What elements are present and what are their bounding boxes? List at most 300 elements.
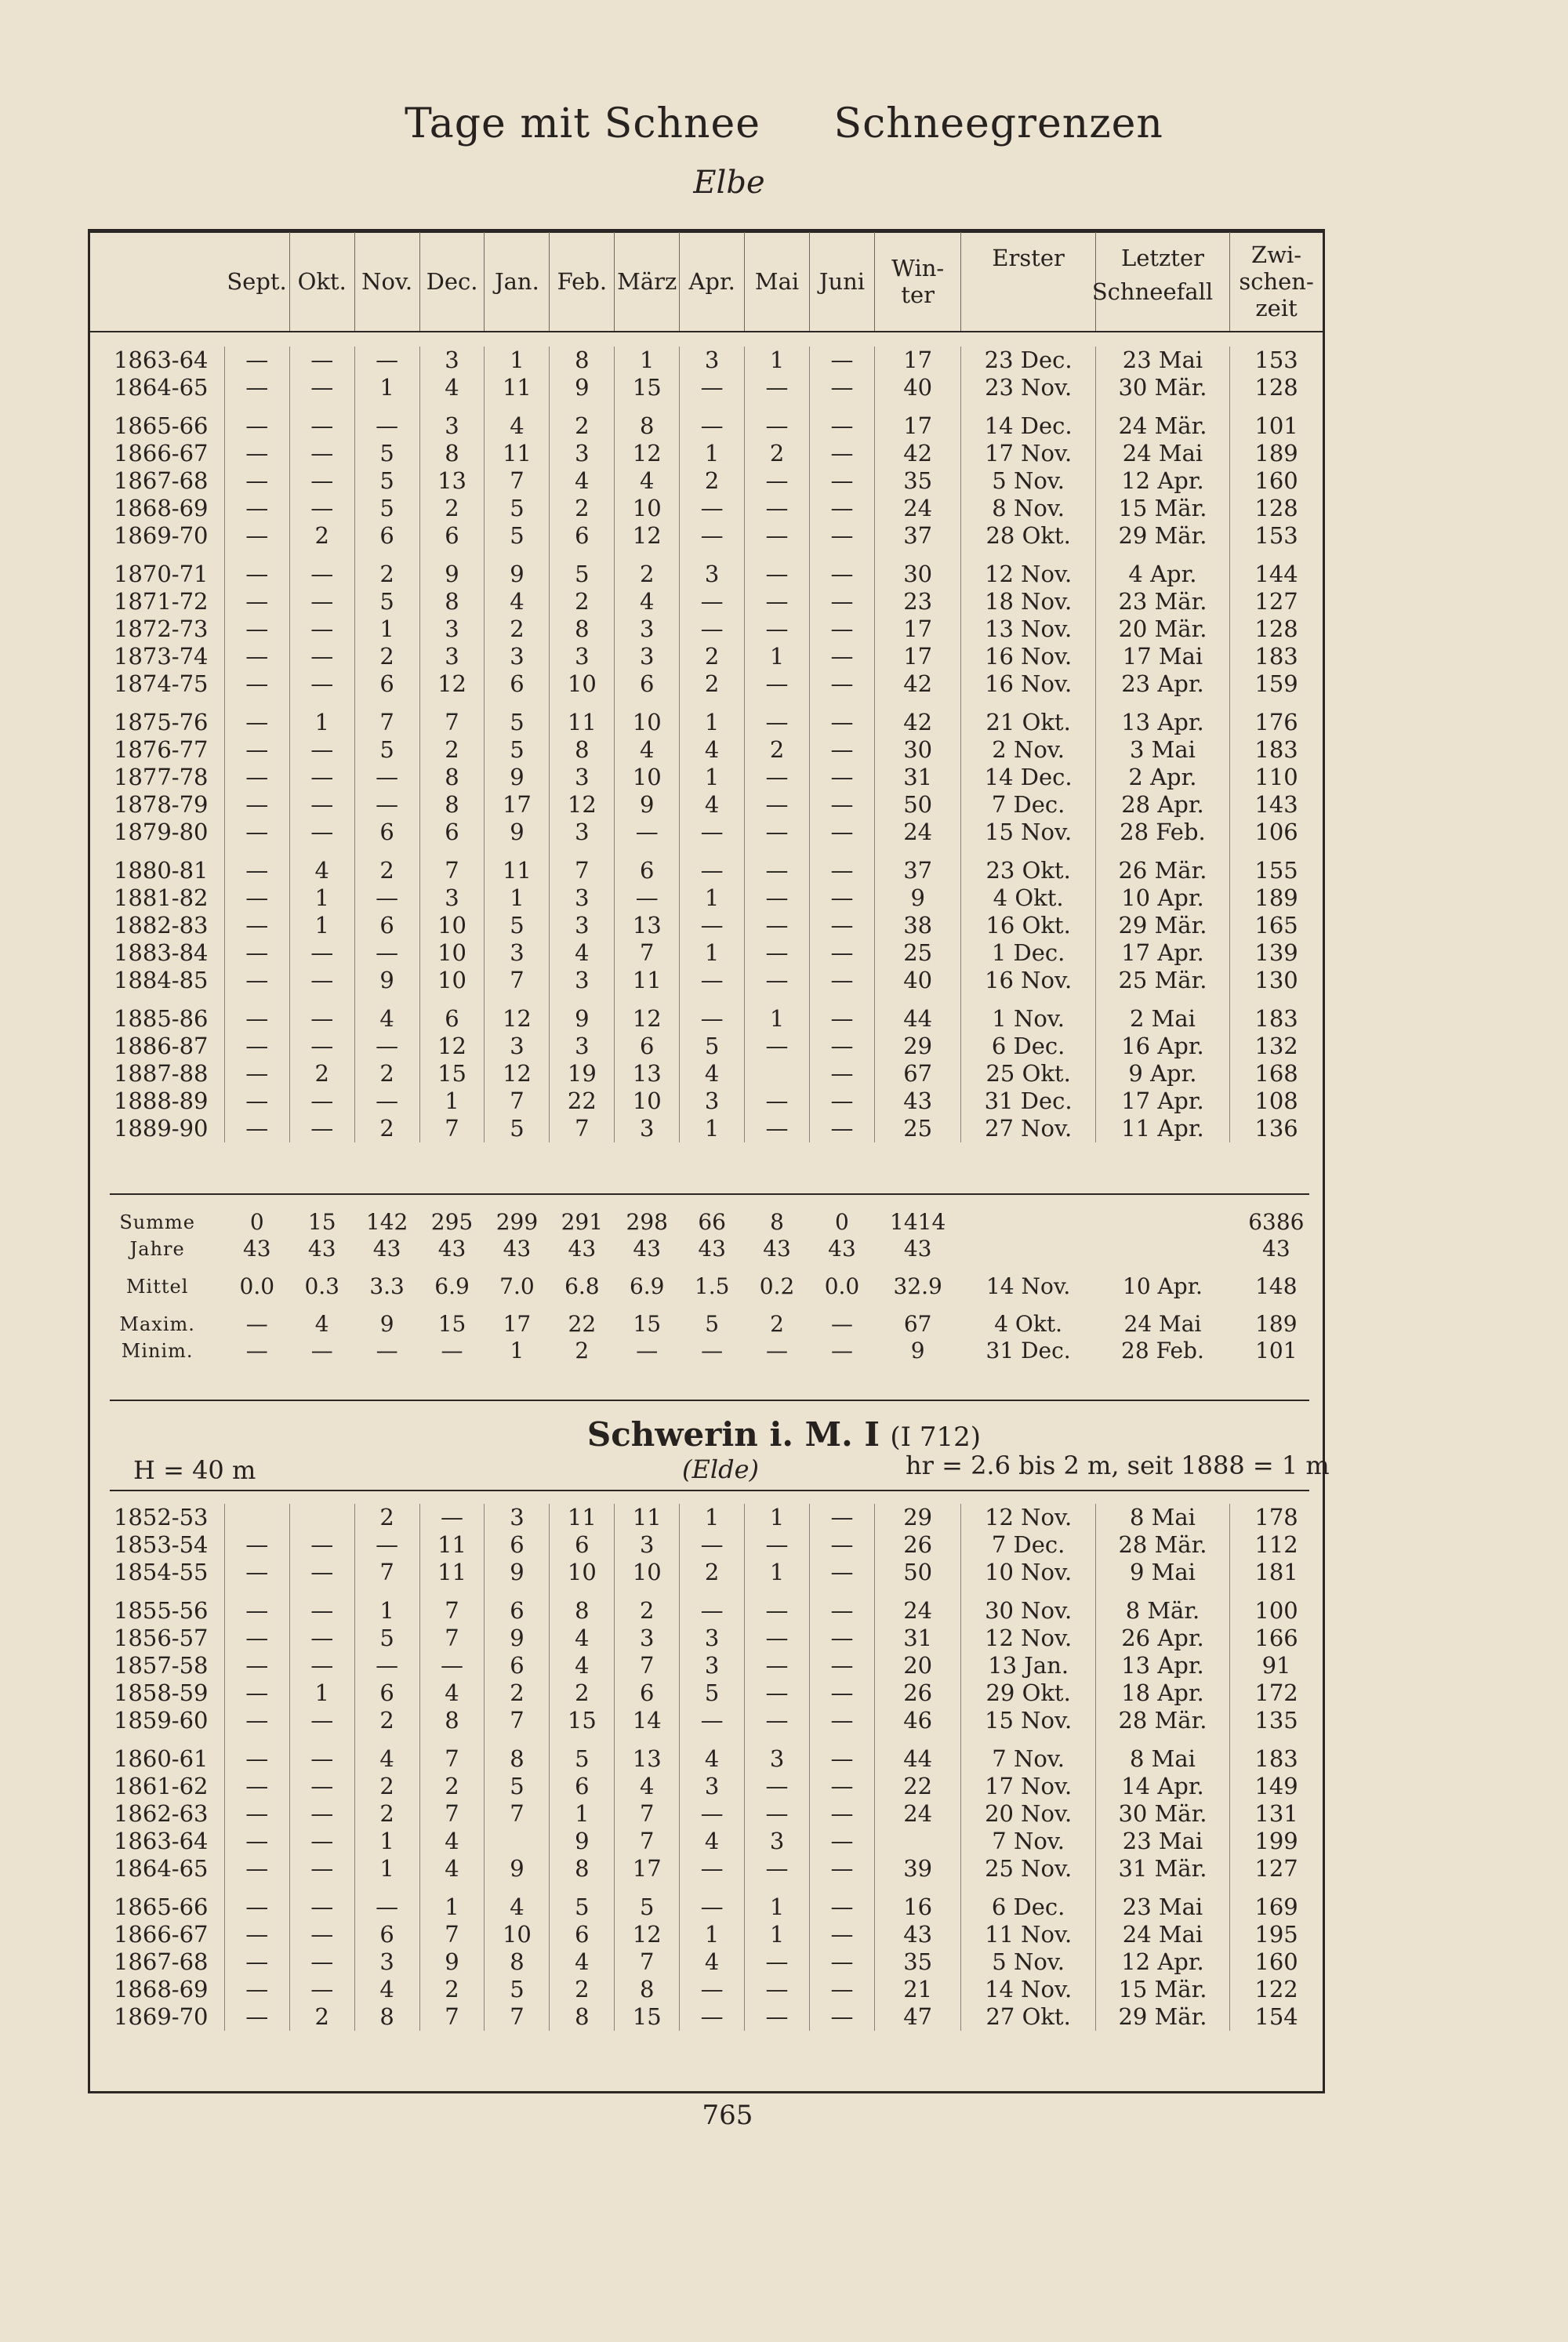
table-row	[90, 1976, 1323, 2003]
summary-cell: —	[701, 1338, 724, 1363]
table-cell: —	[680, 374, 745, 401]
table-cell: 2	[354, 1504, 419, 1531]
table-cell: 4	[550, 939, 615, 967]
table-cell: 17 Mai	[1095, 643, 1229, 670]
page-heading	[0, 100, 1568, 147]
table-cell: —	[224, 819, 289, 846]
table-cell: 3	[615, 615, 680, 643]
table-cell: 5	[354, 440, 419, 467]
table-cell: —	[224, 1087, 289, 1115]
table-row	[90, 1773, 1323, 1800]
table-cell: 4	[419, 374, 485, 401]
table-cell: 10	[615, 764, 680, 791]
table-cell: —	[810, 1652, 875, 1679]
summary-cell: 9	[910, 1338, 925, 1363]
table-row	[90, 467, 1323, 495]
table-cell: —	[224, 1625, 289, 1652]
table-cell: —	[745, 615, 810, 643]
table-cell: —	[224, 967, 289, 994]
table-cell: 6	[615, 1679, 680, 1707]
table-cell: 23 Apr.	[1095, 670, 1229, 698]
table-cell: —	[745, 467, 810, 495]
table-cell	[874, 1828, 961, 1855]
table-cell: 5	[550, 550, 615, 588]
column-header: Okt.	[289, 232, 354, 332]
table-cell: —	[810, 1855, 875, 1883]
row-year: 1876-77	[90, 736, 224, 764]
column-header: Zwi-schen-zeit	[1230, 232, 1323, 332]
row-year: 1869-70	[90, 2003, 224, 2031]
table-cell: 2	[354, 1773, 419, 1800]
summary-cell: 7.0	[499, 1273, 535, 1299]
table-cell: 23 Mai	[1095, 1828, 1229, 1855]
table-row	[90, 1828, 1323, 1855]
table-cell: —	[810, 1773, 875, 1800]
table-cell: 1	[354, 615, 419, 643]
summary-row	[90, 1338, 1323, 1364]
table-cell: 16 Okt.	[961, 912, 1095, 939]
table-cell: 165	[1254, 912, 1298, 939]
table-cell: —	[680, 2003, 745, 2031]
table-cell: 3	[354, 1948, 419, 1976]
table-cell: 4 Apr.	[1095, 550, 1229, 588]
table-cell: —	[224, 374, 289, 401]
station-name: Schwerin i. M. I	[586, 1415, 880, 1454]
table-cell: 26	[874, 1531, 961, 1559]
heading-right: Schneegrenzen	[833, 100, 1163, 147]
table-cell: —	[224, 1531, 289, 1559]
table-cell: —	[289, 643, 354, 670]
table-cell: 43	[874, 1087, 961, 1115]
table-cell: 3	[680, 1087, 745, 1115]
table-cell: 9	[550, 374, 615, 401]
table-cell: 2	[354, 1707, 419, 1734]
table-cell: 1	[289, 912, 354, 939]
row-year: 1875-76	[90, 698, 224, 736]
row-year: 1881-82	[90, 884, 224, 912]
summary-cell: 43	[828, 1236, 856, 1262]
table-row	[90, 1625, 1323, 1652]
summary-cell: 43	[633, 1236, 662, 1262]
table-cell: 1	[485, 884, 550, 912]
row-year: 1862-63	[90, 1800, 224, 1828]
table-cell: 6	[354, 912, 419, 939]
table-cell: 6	[354, 522, 419, 550]
table-cell: 18 Apr.	[1095, 1679, 1229, 1707]
table-cell: —	[289, 1652, 354, 1679]
table-cell: 5	[485, 912, 550, 939]
row-year: 1874-75	[90, 670, 224, 698]
table-row	[90, 1531, 1323, 1559]
table-cell: —	[680, 615, 745, 643]
table-cell: 5	[550, 1734, 615, 1773]
table-cell: 23 Okt.	[961, 846, 1095, 884]
table-cell: 9	[550, 1828, 615, 1855]
summary-cell: 43	[242, 1236, 271, 1262]
table-cell: —	[289, 347, 354, 374]
table-cell: —	[224, 347, 289, 374]
table-cell: —	[745, 1652, 810, 1679]
table-cell: —	[224, 884, 289, 912]
table-cell: 4	[615, 467, 680, 495]
summary-cell: 17	[503, 1311, 532, 1337]
table-cell: 2	[680, 467, 745, 495]
table-cell: 12	[485, 1060, 550, 1087]
column-header-schneefall: Schneefall	[1091, 278, 1214, 305]
table-cell: 11	[615, 967, 680, 994]
table-cell: —	[745, 2003, 810, 2031]
table-cell: 3	[485, 939, 550, 967]
table-cell: 7	[419, 698, 485, 736]
row-year: 1864-65	[90, 1855, 224, 1883]
summary-cell: 22	[568, 1311, 597, 1337]
summary-row	[90, 1273, 1323, 1300]
table-cell: —	[289, 1707, 354, 1734]
column-header: Feb.	[550, 232, 615, 332]
table-cell: —	[289, 764, 354, 791]
table-cell: 24 Mai	[1095, 440, 1229, 467]
table-row	[90, 1652, 1323, 1679]
table-cell: 1	[354, 1828, 419, 1855]
table-cell: 1	[550, 1800, 615, 1828]
table-cell: —	[224, 670, 289, 698]
table-cell: 8	[485, 1948, 550, 1976]
summary-label: Minim.	[121, 1340, 194, 1362]
table-row	[90, 522, 1323, 550]
table-cell: 3	[419, 401, 485, 440]
section-river: (Elde)	[682, 1454, 759, 1484]
table-cell: 3	[680, 1625, 745, 1652]
table-cell: 17 Apr.	[1095, 939, 1229, 967]
table-cell: 16 Nov.	[961, 643, 1095, 670]
table-cell: 6	[615, 670, 680, 698]
summary-cell: 15	[633, 1311, 662, 1337]
summary-cell: 148	[1255, 1273, 1298, 1299]
table-cell: 12	[485, 994, 550, 1033]
table-cell: 172	[1254, 1679, 1298, 1706]
table-cell: 1	[680, 1115, 745, 1142]
table-cell: 7	[485, 1087, 550, 1115]
row-year: 1868-69	[90, 495, 224, 522]
station-code: (I 712)	[890, 1422, 982, 1453]
table-cell: 127	[1254, 588, 1298, 615]
table-cell: 21 Okt.	[961, 698, 1095, 736]
table-cell: 12	[615, 1921, 680, 1948]
table-cell: —	[745, 884, 810, 912]
table-cell: —	[419, 1652, 485, 1679]
table-cell: 17	[874, 347, 961, 374]
table-cell: —	[810, 736, 875, 764]
table-cell: 6	[550, 1773, 615, 1800]
table-cell: 176	[1254, 709, 1298, 735]
table-cell: —	[224, 764, 289, 791]
table-row	[90, 912, 1323, 939]
table-cell: 7	[615, 1800, 680, 1828]
table-cell: 3	[419, 347, 485, 374]
table-cell: 20 Mär.	[1095, 615, 1229, 643]
row-year: 1852-53	[90, 1504, 224, 1531]
table-cell: 5	[485, 736, 550, 764]
table-cell: 6	[354, 1921, 419, 1948]
table-row	[90, 401, 1323, 440]
table-row	[90, 643, 1323, 670]
table-cell: —	[745, 495, 810, 522]
table-cell: 24	[874, 495, 961, 522]
table-cell: 2	[615, 550, 680, 588]
table-cell: 23 Mär.	[1095, 588, 1229, 615]
table-cell: —	[289, 588, 354, 615]
table-cell: 10	[615, 1087, 680, 1115]
table-cell: 4	[550, 1652, 615, 1679]
table-cell: —	[810, 1504, 875, 1531]
table-cell: 110	[1254, 764, 1298, 790]
table-cell: —	[810, 1883, 875, 1921]
summary-spacer	[90, 1262, 1323, 1273]
table-cell: 1	[680, 1921, 745, 1948]
table-cell: 2	[745, 736, 810, 764]
table-cell: 6	[485, 1586, 550, 1625]
table-cell: 128	[1254, 495, 1298, 521]
table-cell: 7	[354, 1559, 419, 1586]
table-cell: —	[810, 1921, 875, 1948]
table-row	[90, 698, 1323, 736]
table-cell: 155	[1254, 857, 1298, 884]
table-cell: 7 Dec.	[961, 791, 1095, 819]
table-cell: 30 Mär.	[1095, 1800, 1229, 1828]
table-cell: 15 Nov.	[961, 819, 1095, 846]
summary-cell: 67	[903, 1311, 932, 1337]
summary-cell: 66	[698, 1209, 726, 1235]
table-cell: —	[289, 401, 354, 440]
table-cell: —	[224, 846, 289, 884]
table-cell: 8	[550, 1855, 615, 1883]
table-cell: 4	[419, 1679, 485, 1707]
table-cell: 16 Nov.	[961, 670, 1095, 698]
table-row	[90, 1883, 1323, 1921]
column-header-letzter: Letzter	[1095, 232, 1229, 332]
table-row	[90, 440, 1323, 467]
summary-rule	[110, 1193, 1309, 1195]
table-cell: 10	[615, 698, 680, 736]
table-cell: —	[224, 1679, 289, 1707]
table-cell: 29	[874, 1504, 961, 1531]
table-cell: —	[745, 1087, 810, 1115]
table-cell: —	[289, 374, 354, 401]
table-cell: 181	[1254, 1559, 1298, 1585]
table-cell: 2	[615, 1586, 680, 1625]
table-cell: 3	[680, 347, 745, 374]
table-cell: —	[289, 440, 354, 467]
table-row	[90, 1921, 1323, 1948]
table-cell: —	[224, 1773, 289, 1800]
table-cell: 153	[1254, 347, 1298, 373]
table-cell: —	[680, 1976, 745, 2003]
section-rule	[110, 1400, 1309, 1401]
table-cell: 130	[1254, 967, 1298, 993]
table-cell: 8 Mär.	[1095, 1586, 1229, 1625]
table-cell: 28 Feb.	[1095, 819, 1229, 846]
table-cell: —	[810, 912, 875, 939]
table-cell: 5	[680, 1679, 745, 1707]
table-cell: 5	[550, 1883, 615, 1921]
column-header: Win-ter	[874, 232, 961, 332]
table-row	[90, 1800, 1323, 1828]
table-cell: 42	[874, 670, 961, 698]
table-cell: 3	[485, 643, 550, 670]
table-cell: 8 Mai	[1095, 1734, 1229, 1773]
row-year: 1855-56	[90, 1586, 224, 1625]
summary-row	[90, 1311, 1323, 1338]
summary-row	[90, 1209, 1323, 1236]
table-cell: 6 Dec.	[961, 1033, 1095, 1060]
table-cell: —	[680, 846, 745, 884]
summary-cell: 4	[314, 1311, 329, 1337]
table-cell: 25	[874, 939, 961, 967]
summary-cell: 5	[705, 1311, 720, 1337]
summary-cell: 43	[763, 1236, 791, 1262]
table-cell: 29 Okt.	[961, 1679, 1095, 1707]
table-cell: —	[354, 1033, 419, 1060]
table-cell: —	[745, 588, 810, 615]
table-row	[90, 1855, 1323, 1883]
column-header: Nov.	[354, 232, 419, 332]
row-year: 1868-69	[90, 1976, 224, 2003]
row-year: 1888-89	[90, 1087, 224, 1115]
table-cell: 17 Apr.	[1095, 1087, 1229, 1115]
table-cell: 8	[550, 347, 615, 374]
table-cell: 1	[680, 939, 745, 967]
table-cell: —	[810, 1707, 875, 1734]
row-year: 1865-66	[90, 1883, 224, 1921]
river-name: Elbe	[693, 165, 765, 201]
table-cell: 50	[874, 1559, 961, 1586]
table-cell: —	[615, 884, 680, 912]
table-cell: —	[680, 1800, 745, 1828]
summary-cell: 43	[903, 1236, 932, 1262]
table-cell: 15	[615, 2003, 680, 2031]
table-cell: —	[745, 1679, 810, 1707]
row-year: 1867-68	[90, 1948, 224, 1976]
table-cell: 17	[874, 401, 961, 440]
table-cell: 7	[419, 1734, 485, 1773]
table-cell: —	[289, 967, 354, 994]
table-cell: 14 Nov.	[961, 1976, 1095, 2003]
row-year: 1866-67	[90, 440, 224, 467]
table-cell: —	[745, 764, 810, 791]
table-cell: 6	[550, 1921, 615, 1948]
table-cell: 1	[680, 764, 745, 791]
table-cell: 6	[615, 1033, 680, 1060]
table-cell: 10	[550, 670, 615, 698]
row-year: 1883-84	[90, 939, 224, 967]
table-cell: 2	[354, 1115, 419, 1142]
summary-cell: 0.0	[824, 1273, 860, 1299]
table-cell: 15 Mär.	[1095, 495, 1229, 522]
table-cell: 2 Mai	[1095, 994, 1229, 1033]
table-cell: 4	[680, 1828, 745, 1855]
table-cell: 23	[874, 588, 961, 615]
table-cell: —	[289, 467, 354, 495]
table-cell: 7	[419, 1625, 485, 1652]
summary-cell: 6.9	[434, 1273, 470, 1299]
table-cell: 2	[550, 1976, 615, 2003]
table-cell: —	[224, 1855, 289, 1883]
table-cell: 13	[419, 467, 485, 495]
table-cell: 6 Dec.	[961, 1883, 1095, 1921]
table-row	[90, 1734, 1323, 1773]
spacer-cell	[90, 1262, 1323, 1273]
table-cell	[745, 1060, 810, 1087]
heading-left: Tage mit Schnee	[405, 100, 760, 147]
table-cell: 3	[615, 1531, 680, 1559]
table-cell: —	[810, 550, 875, 588]
summary-cell	[1095, 1209, 1229, 1236]
table-cell: 7	[419, 846, 485, 884]
table-cell: —	[745, 912, 810, 939]
table-cell: 5	[354, 1625, 419, 1652]
table-cell: 4	[615, 1773, 680, 1800]
table-cell: —	[810, 1586, 875, 1625]
table-cell: 20 Nov.	[961, 1800, 1095, 1828]
table-cell: —	[224, 467, 289, 495]
table-row	[90, 791, 1323, 819]
table-cell: —	[810, 1115, 875, 1142]
gauge-note: hr = 2.6 bis 2 m, seit 1888 = 1 m	[906, 1451, 1330, 1480]
table-cell: 2	[419, 1773, 485, 1800]
table-cell: 42	[874, 698, 961, 736]
table-cell: 4	[680, 1060, 745, 1087]
column-header-erster: Erster	[961, 232, 1095, 332]
table-cell: 13 Nov.	[961, 615, 1095, 643]
table-row	[90, 736, 1323, 764]
table-cell: 9	[485, 764, 550, 791]
table-cell: 1 Nov.	[961, 994, 1095, 1033]
table-cell: 128	[1254, 615, 1298, 642]
table-cell: —	[224, 550, 289, 588]
table-cell: 12	[615, 994, 680, 1033]
table-cell: —	[289, 1800, 354, 1828]
table-cell: —	[289, 1559, 354, 1586]
table-cell: 10	[550, 1559, 615, 1586]
table-cell: 4	[354, 994, 419, 1033]
table-cell: 7	[354, 698, 419, 736]
table-cell: 6	[550, 522, 615, 550]
table-cell: 13	[615, 1734, 680, 1773]
table-cell: 5	[680, 1033, 745, 1060]
summary-cell: —	[245, 1338, 268, 1363]
table-cell: —	[745, 1800, 810, 1828]
summary-cell: 14 Nov.	[985, 1273, 1071, 1299]
table-cell: —	[354, 1531, 419, 1559]
table-cell: 6	[485, 1652, 550, 1679]
table-cell: —	[745, 550, 810, 588]
table-cell: 7	[485, 967, 550, 994]
summary-cell: 43	[568, 1236, 597, 1262]
table-cell: 2	[485, 615, 550, 643]
summary-cell: 2	[770, 1311, 784, 1337]
table-cell: 10	[419, 912, 485, 939]
table-cell: —	[289, 1976, 354, 2003]
table-cell: 2	[680, 1559, 745, 1586]
table-cell: 5	[354, 736, 419, 764]
table-cell: —	[289, 1033, 354, 1060]
table-cell: 11	[485, 846, 550, 884]
table-cell: —	[810, 819, 875, 846]
table-cell: 1	[289, 884, 354, 912]
table-row	[90, 374, 1323, 401]
table-cell: —	[745, 1033, 810, 1060]
table-cell: 189	[1254, 440, 1298, 467]
